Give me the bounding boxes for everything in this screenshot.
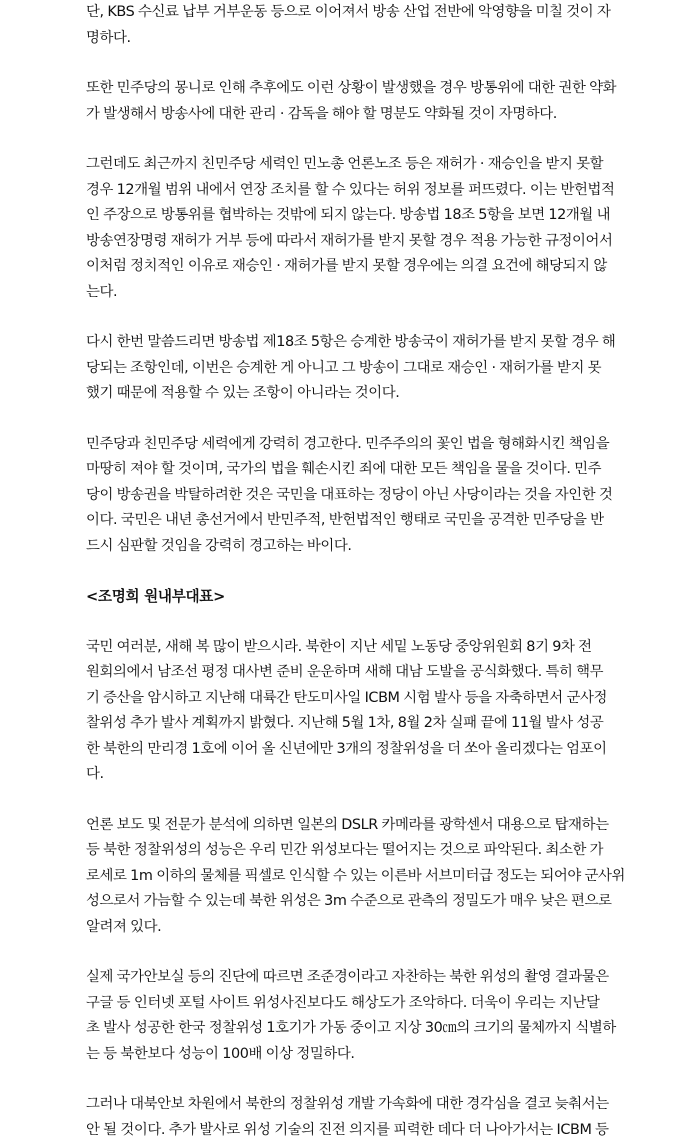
text-line: 이다. 국민은 내년 총선거에서 반민주적, 반헌법적인 행태로 국민을 공격한 민주당을 반	[86, 508, 644, 534]
text-line: 기 증산을 암시하고 지난해 대륙간 탄도미사일 ICBM 시험 발사 등을 자축하면서 군사정	[86, 686, 644, 712]
section-heading	[86, 584, 644, 610]
text-line: 알려져 있다.	[86, 915, 644, 941]
text-line: 언론 보도 및 전문가 분석에 의하면 일본의 DSLR 카메라를 광학센서 대용으로 탑재하는	[86, 813, 644, 839]
text-line: 초 발사 성공한 한국 정찰위성 1호기가 가동 중이고 지상 30㎝의 크기의 물체까지 식별하	[86, 1016, 644, 1042]
text-line: 국민 여러분, 새해 복 많이 받으시라. 북한이 지난 세밑 노동당 중앙위원회 8기 9차 전	[86, 635, 644, 661]
text-line: 가 발생해서 방송사에 대한 관리 · 감독을 해야 할 명분도 약화될 것이 자명하다.	[86, 102, 644, 128]
text-line: 당되는 조항인데, 이번은 승계한 게 아니고 그 방송이 그대로 재승인 · 재허가를 받지 못	[86, 356, 644, 382]
paragraph	[86, 635, 644, 788]
text-line: 당이 방송권을 박탈하려한 것은 국민을 대표하는 정당이 아닌 사당이라는 것을 자인한 것	[86, 483, 644, 509]
text-line: 방송연장명령 재허가 거부 등에 따라서 재허가를 받지 못할 경우 적용 가능한 규정이어서	[86, 229, 644, 255]
paragraph	[86, 76, 644, 127]
paragraph	[86, 152, 644, 305]
text-line: 또한 민주당의 몽니로 인해 추후에도 이런 상황이 발생했을 경우 방통위에 대한 권한 약화	[86, 76, 644, 102]
paragraph	[86, 330, 644, 407]
text-line: 등 북한 정찰위성의 성능은 우리 민간 위성보다는 떨어지는 것으로 파악된다. 최소한 가	[86, 838, 644, 864]
paragraph	[86, 432, 644, 560]
text-line: 는 등 북한보다 성능이 100배 이상 정밀하다.	[86, 1042, 644, 1068]
text-line: 원회의에서 남조선 평정 대사변 준비 운운하며 새해 대남 도발을 공식화했다. 특히 핵무	[86, 660, 644, 686]
text-line: 한 북한의 만리경 1호에 이어 올 신년에만 3개의 정찰위성을 더 쏘아 올리겠다는 엄포이	[86, 737, 644, 763]
text-line: 이처럼 정치적인 이유로 재승인 · 재허가를 받지 못할 경우에는 의결 요건에 해당되지 않	[86, 254, 644, 280]
text-line: 구글 등 인터넷 포털 사이트 위성사진보다도 해상도가 조악하다. 더욱이 우리는 지난달	[86, 991, 644, 1017]
text-line: 로세로 1m 이하의 물체를 픽셀로 인식할 수 있는 이른바 서브미터급 정도는 되어야 군사위	[86, 864, 644, 890]
text-line: 다시 한번 말씀드리면 방송법 제18조 5항은 승계한 방송국이 재허가를 받지 못할 경우 해	[86, 330, 644, 356]
text-line: 그러나 대북안보 차원에서 북한의 정찰위성 개발 가속화에 대한 경각심을 결코 늦춰서는	[86, 1092, 644, 1118]
text-line: 찰위성 추가 발사 계획까지 밝혔다. 지난해 5월 1차, 8월 2차 실패 끝에 11월 발사 성공	[86, 711, 644, 737]
text-line: 실제 국가안보실 등의 진단에 따르면 조준경이라고 자찬하는 북한 위성의 촬영 결과물은	[86, 965, 644, 991]
text-line: 경우 12개월 범위 내에서 연장 조치를 할 수 있다는 허위 정보를 퍼뜨렸다. 이는 반헌법적	[86, 178, 644, 204]
text-line: 인 주장으로 방통위를 협박하는 것밖에 되지 않는다. 방송법 18조 5항을 보면 12개월 내	[86, 203, 644, 229]
text-line: 단, KBS 수신료 납부 거부운동 등으로 이어져서 방송 산업 전반에 악영향을 미칠 것이 자	[86, 0, 644, 26]
text-line: 민주당과 친민주당 세력에게 강력히 경고한다. 민주주의의 꽃인 법을 형해화시킨 책임을	[86, 432, 644, 458]
text-line: <조명희 원내부대표>	[86, 588, 225, 605]
text-line: 했기 때문에 적용할 수 있는 조항이 아니라는 것이다.	[86, 381, 644, 407]
text-line: 명하다.	[86, 26, 644, 52]
paragraph	[86, 0, 644, 51]
paragraph	[86, 813, 644, 941]
text-line: 성으로서 가늠할 수 있는데 북한 위성은 3m 수준으로 관측의 정밀도가 매우 낮은 편으로	[86, 889, 644, 915]
paragraph	[86, 1092, 644, 1143]
text-line: 는다.	[86, 280, 644, 306]
text-line: 그런데도 최근까지 친민주당 세력인 민노총 언론노조 등은 재허가 · 재승인을 받지 못할	[86, 152, 644, 178]
text-line: 드시 심판할 것임을 강력히 경고하는 바이다.	[86, 534, 644, 560]
text-line: 마땅히 져야 할 것이며, 국가의 법을 훼손시킨 죄에 대한 모든 책임을 물을 것이다. 민주	[86, 457, 644, 483]
text-line: 다.	[86, 762, 644, 788]
text-line: 안 될 것이다. 추가 발사로 위성 기술의 진전 의지를 피력한 데다 더 나아가서는 ICBM 등	[86, 1118, 644, 1143]
paragraph	[86, 965, 644, 1067]
